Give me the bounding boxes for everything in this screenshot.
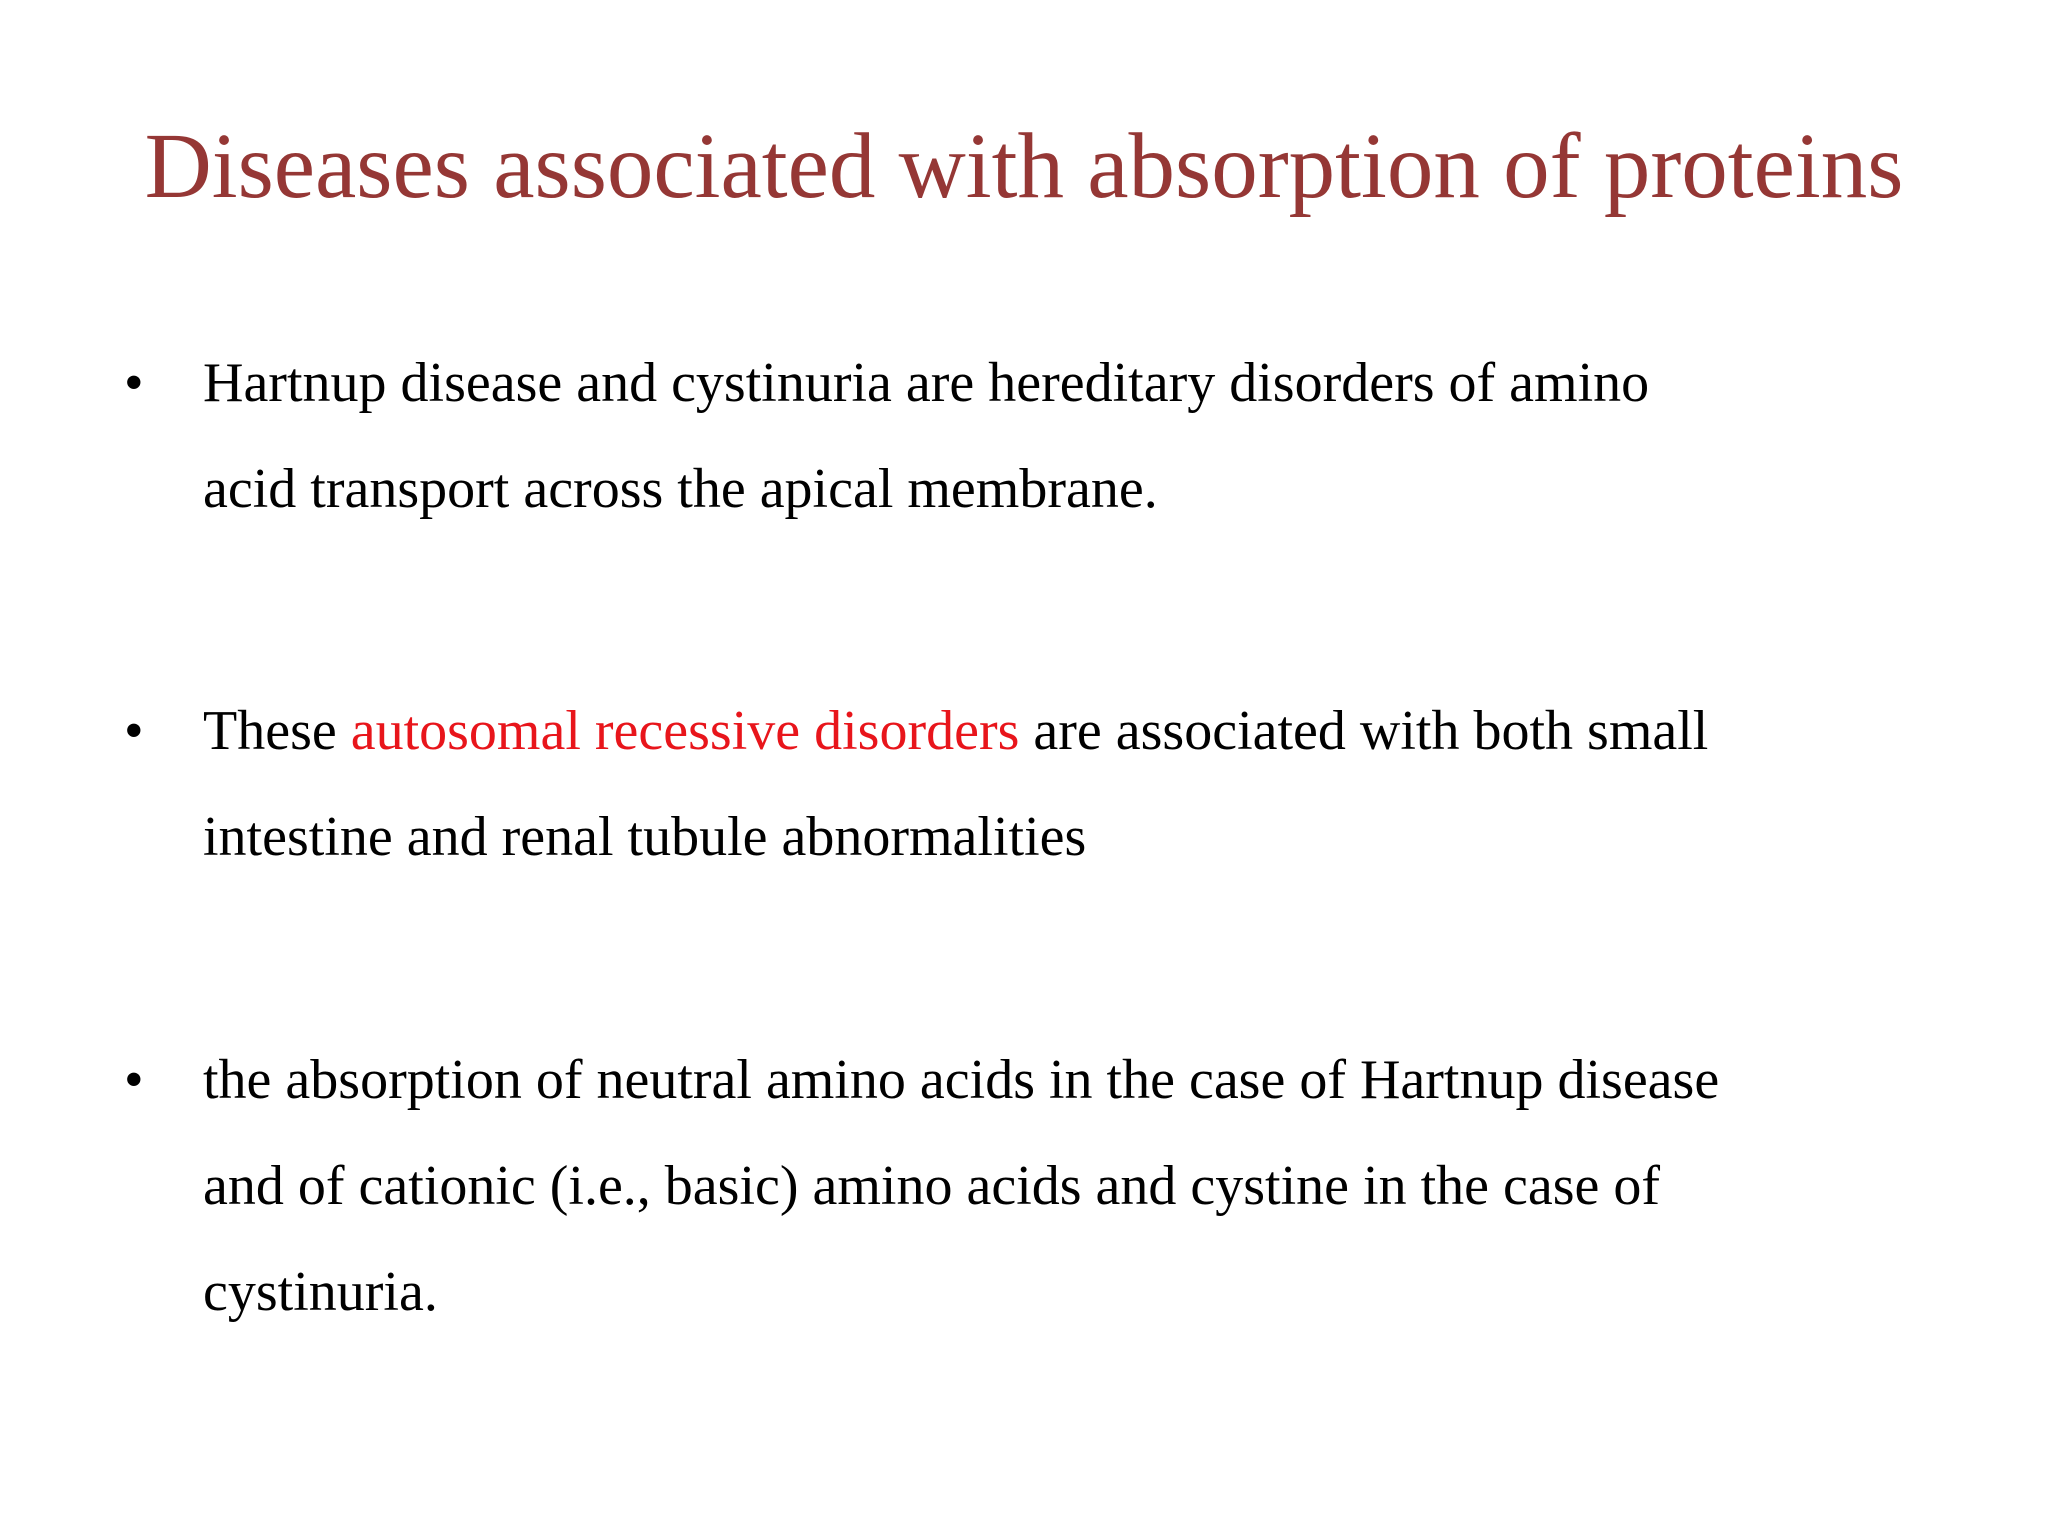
bullet-dot-icon: • — [124, 352, 144, 414]
bullet-dot-icon: • — [124, 700, 144, 762]
bullet-text — [203, 330, 1963, 542]
bullet-text-plain: are associated with both small — [1019, 700, 1709, 762]
bullet-line: intestine and renal tubule abnormalities — [203, 806, 1087, 868]
slide-title: Diseases associated with absorption of proteins — [144, 115, 1904, 218]
bullet-line: Hartnup disease and cystinuria are hereditary disorders of amino — [203, 352, 1650, 414]
highlight-text: autosomal recessive disorders — [350, 700, 1020, 762]
bullet-line: cystinuria. — [203, 1261, 438, 1323]
bullet-text — [203, 1027, 1963, 1345]
bullet-text — [203, 678, 1963, 890]
bullet-text-plain: These — [203, 700, 351, 762]
bullet-line: acid transport across the apical membrane. — [203, 458, 1158, 520]
bullet-line: and of cationic (i.e., basic) amino acids and cystine in the case of — [203, 1155, 1661, 1217]
bullet-line — [203, 678, 1963, 784]
bullet-line: the absorption of neutral amino acids in the case of Hartnup disease — [203, 1049, 1720, 1111]
bullet-dot-icon: • — [124, 1049, 144, 1111]
